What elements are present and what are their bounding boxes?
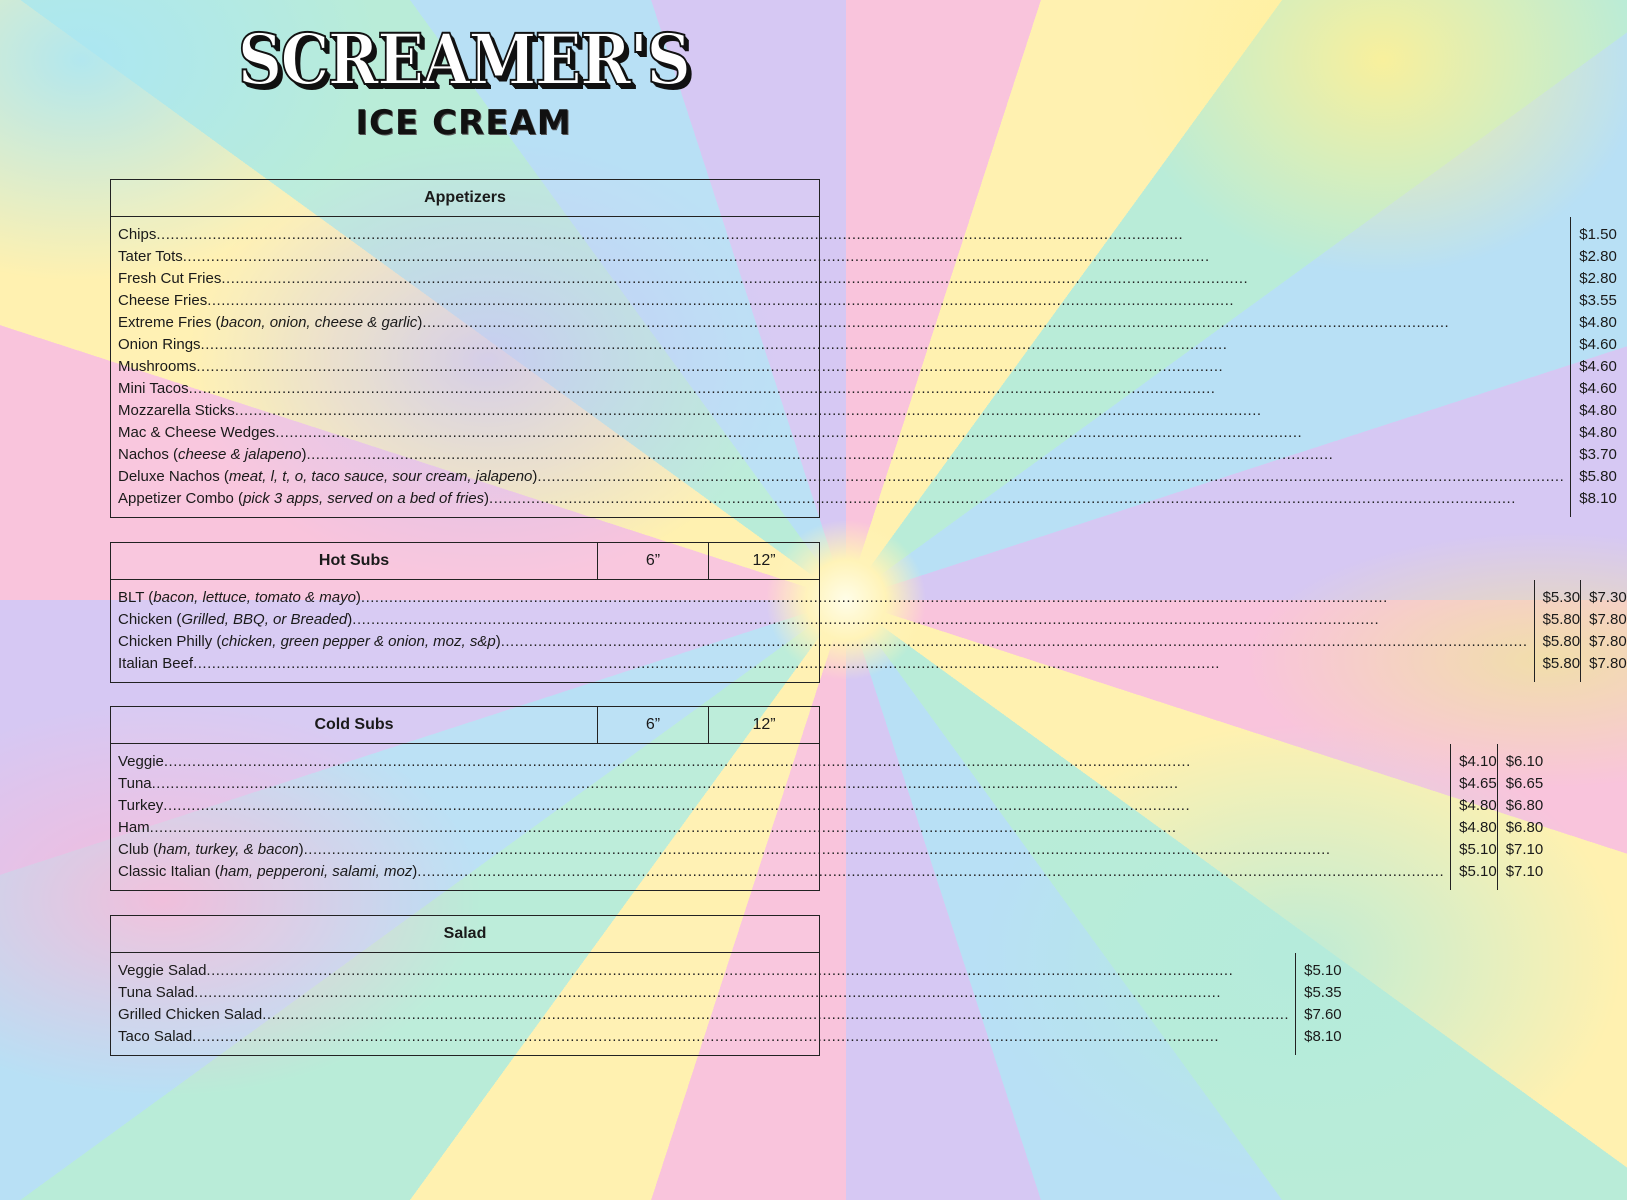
menu-item-row: [118, 422, 1570, 444]
menu-item-label: Chips: [118, 226, 157, 243]
menu-item-name: [118, 1004, 262, 1026]
cold-subs-price-6-column: [1450, 744, 1497, 890]
menu-item-row: [118, 982, 1295, 1004]
leader-dots: ............................................................................................................................................................................................................................: [303, 841, 1331, 858]
appetizers-item-list: [111, 217, 1570, 517]
menu-item-price: $5.30: [1542, 589, 1581, 606]
menu-item-label: Turkey: [118, 797, 164, 814]
menu-item-name: Classic Italian (ham, pepperoni, salami, moz): [118, 863, 418, 880]
leader-dots: ............................................................................................................................................................................................................................: [360, 589, 1388, 606]
menu-item-label: Onion Rings: [118, 336, 201, 353]
leader-dots: ............................................................................................................................................................................................................................: [188, 380, 1216, 397]
leader-dots: ............................................................................................................................................................................................................................: [306, 446, 1334, 463]
leader-dots: ............................................................................................................................................................................................................................: [193, 655, 1220, 672]
menu-item-price: $4.60: [1579, 336, 1617, 353]
leader-dots: ............................................................................................................................................................................................................................: [500, 633, 1528, 650]
hot-subs-title: Hot Subs: [318, 552, 390, 569]
menu-item-row: [118, 817, 1450, 839]
appetizers-price-column: [1570, 217, 1617, 517]
menu-item-row: [118, 290, 1570, 312]
menu-item-name: Appetizer Combo (pick 3 apps, served on a bed of fries): [118, 490, 490, 507]
menu-item-row: [118, 378, 1570, 400]
menu-item-row: [118, 1004, 1295, 1026]
menu-item-name: [118, 795, 163, 817]
menu-item-price: $1.50: [1579, 226, 1617, 243]
cold-subs-item-list: [111, 744, 1450, 890]
menu-item-description: ham, turkey, & bacon: [158, 841, 299, 858]
menu-item-label: Club (: [118, 841, 159, 858]
menu-item-label: Mac & Cheese Wedges: [118, 424, 276, 441]
menu-item-row: [118, 839, 1450, 861]
menu-item-row: [118, 488, 1570, 510]
menu-item-price: $5.35: [1304, 984, 1342, 1001]
leader-dots: ............................................................................................................................................................................................................................: [275, 424, 1303, 441]
menu-item-label: Tuna Salad: [118, 984, 195, 1001]
leader-dots: ............................................................................................................................................................................................................................: [489, 490, 1516, 507]
menu-item-label: Nachos (: [118, 446, 179, 463]
salad-item-list: [111, 953, 1295, 1055]
menu-item-price: $7.10: [1505, 863, 1544, 880]
menu-item-price: $7.30: [1589, 589, 1627, 606]
appetizers-title: Appetizers: [424, 189, 506, 206]
cold-subs-section: [110, 706, 1544, 891]
menu-item-name: Nachos (cheese & jalapeno): [118, 446, 307, 463]
leader-dots: ............................................................................................................................................................................................................................: [196, 358, 1224, 375]
menu-item-price: $7.10: [1505, 841, 1544, 858]
menu-item-label: Cheese Fries: [118, 292, 208, 309]
menu-item-price: $7.80: [1589, 611, 1627, 628]
menu-item-label: Deluxe Nachos (: [118, 468, 229, 485]
menu-item-price: $4.80: [1459, 819, 1497, 836]
menu-item-price: $5.80: [1542, 633, 1581, 650]
menu-item-label: Italian Beef: [118, 655, 194, 672]
hot-subs-price-12-column: [1580, 580, 1627, 682]
menu-item-row: [118, 960, 1295, 982]
salad-section: [110, 915, 1342, 1056]
menu-item-price: $5.10: [1459, 841, 1497, 858]
hot-subs-price-6-column: [1534, 580, 1581, 682]
menu-item-price: $4.65: [1459, 775, 1497, 792]
cold-subs-size-12: 12”: [708, 707, 819, 743]
menu-item-name: [118, 751, 164, 773]
menu-item-name: [118, 290, 207, 312]
menu-item-description: bacon, lettuce, tomato & mayo: [153, 589, 356, 606]
menu-item-name: [118, 246, 183, 268]
hot-subs-size-12: 12”: [708, 543, 819, 579]
leader-dots: ............................................................................................................................................................................................................................: [151, 775, 1179, 792]
leader-dots: ............................................................................................................................................................................................................................: [156, 226, 1184, 243]
menu-item-label: Ham: [118, 819, 150, 836]
menu-item-price: $2.80: [1579, 248, 1617, 265]
menu-item-price: $7.80: [1589, 655, 1627, 672]
hot-subs-section: [110, 542, 1627, 683]
menu-item-price: $4.80: [1579, 314, 1617, 331]
menu-item-row: [118, 795, 1450, 817]
menu-item-name: [118, 400, 235, 422]
menu-item-price: $4.10: [1459, 753, 1497, 770]
logo: [0, 18, 927, 143]
leader-dots: ............................................................................................................................................................................................................................: [234, 402, 1262, 419]
menu-item-description: chicken, green pepper & onion, moz, s&p: [221, 633, 496, 650]
menu-item-price: $5.80: [1542, 611, 1581, 628]
menu-item-price: $5.10: [1304, 962, 1342, 979]
menu-item-price: $7.60: [1304, 1006, 1342, 1023]
menu-item-price: $4.80: [1579, 402, 1617, 419]
menu-item-name: [118, 334, 201, 356]
menu-item-label: Taco Salad: [118, 1028, 193, 1045]
menu-item-price: $7.80: [1589, 633, 1627, 650]
menu-item-name: Extreme Fries (bacon, onion, cheese & garlic): [118, 314, 423, 331]
menu-item-price: $2.80: [1579, 270, 1617, 287]
menu-item-row: [118, 587, 1534, 609]
leader-dots: ............................................................................................................................................................................................................................: [200, 336, 1228, 353]
menu-item-label: Veggie Salad: [118, 962, 207, 979]
hot-subs-header: [111, 543, 819, 580]
logo-title: SCREAMER'S: [237, 18, 690, 101]
leader-dots: ............................................................................................................................................................................................................................: [537, 468, 1565, 485]
menu-item-price: $4.60: [1579, 358, 1617, 375]
menu-item-price: $4.80: [1579, 424, 1617, 441]
menu-item-label: Extreme Fries (: [118, 314, 221, 331]
leader-dots: ............................................................................................................................................................................................................................: [206, 962, 1234, 979]
menu-item-description: Grilled, BBQ, or Breaded: [181, 611, 348, 628]
menu-item-price: $5.80: [1579, 468, 1617, 485]
menu-item-row: [118, 751, 1450, 773]
menu-item-price: $4.80: [1459, 797, 1497, 814]
salad-title: Salad: [443, 925, 487, 942]
menu-item-row: [118, 1026, 1295, 1048]
menu-item-row: [118, 268, 1570, 290]
menu-item-row: [118, 444, 1570, 466]
leader-dots: ............................................................................................................................................................................................................................: [194, 984, 1222, 1001]
menu-item-row: [118, 653, 1534, 675]
menu-item-description: ham, pepperoni, salami, moz: [219, 863, 413, 880]
cold-subs-header: [111, 707, 819, 744]
menu-item-row: [118, 773, 1450, 795]
menu-item-name: [118, 773, 152, 795]
leader-dots: ............................................................................................................................................................................................................................: [182, 248, 1210, 265]
menu-item-price: $5.10: [1459, 863, 1497, 880]
menu-item-price: $6.80: [1505, 819, 1544, 836]
menu-item-label: Mushrooms: [118, 358, 197, 375]
menu-item-description: pick 3 apps, served on a bed of fries: [243, 490, 485, 507]
menu-item-label: Grilled Chicken Salad: [118, 1006, 263, 1023]
menu-item-row: [118, 356, 1570, 378]
cold-subs-size-6: 6”: [597, 707, 708, 743]
menu-item-row: [118, 400, 1570, 422]
menu-item-name: BLT (bacon, lettuce, tomato & mayo): [118, 589, 361, 606]
leader-dots: ............................................................................................................................................................................................................................: [417, 863, 1445, 880]
menu-item-name: [118, 982, 194, 1004]
menu-item-row: [118, 609, 1534, 631]
menu-item-price: $6.65: [1505, 775, 1544, 792]
menu-item-name: [118, 422, 275, 444]
leader-dots: ............................................................................................................................................................................................................................: [221, 270, 1249, 287]
menu-item-row: [118, 312, 1570, 334]
menu-item-price: $6.80: [1505, 797, 1544, 814]
menu-item-label: Veggie: [118, 753, 164, 770]
menu-item-name: [118, 224, 156, 246]
menu-item-price: $8.10: [1304, 1028, 1342, 1045]
menu-item-label: Mozzarella Sticks: [118, 402, 235, 419]
menu-item-row: [118, 334, 1570, 356]
menu-item-label: Fresh Cut Fries: [118, 270, 222, 287]
leader-dots: ............................................................................................................................................................................................................................: [163, 753, 1191, 770]
salad-price-column: [1295, 953, 1342, 1055]
menu-item-row: [118, 631, 1534, 653]
menu-item-description: meat, l, t, o, taco sauce, sour cream, jalapeno: [228, 468, 533, 485]
menu-item-price: $5.80: [1542, 655, 1581, 672]
salad-header: [111, 916, 819, 953]
menu-item-name: [118, 1026, 192, 1048]
menu-item-row: [118, 224, 1570, 246]
leader-dots: ............................................................................................................................................................................................................................: [207, 292, 1235, 309]
menu-item-name: [118, 378, 189, 400]
menu-item-description: cheese & jalapeno: [178, 446, 302, 463]
appetizers-section: [110, 179, 1617, 518]
leader-dots: ............................................................................................................................................................................................................................: [422, 314, 1450, 331]
menu-item-label: Appetizer Combo (: [118, 490, 244, 507]
leader-dots: ............................................................................................................................................................................................................................: [192, 1028, 1220, 1045]
leader-dots: ............................................................................................................................................................................................................................: [352, 611, 1380, 628]
menu-item-label: Chicken Philly (: [118, 633, 222, 650]
menu-item-label: Tuna: [118, 775, 152, 792]
menu-item-name: [118, 817, 150, 839]
menu-item-price: $4.60: [1579, 380, 1617, 397]
menu-item-price: $8.10: [1579, 490, 1617, 507]
menu-item-name: [118, 653, 193, 675]
leader-dots: ............................................................................................................................................................................................................................: [262, 1006, 1290, 1023]
menu-item-name: Club (ham, turkey, & bacon): [118, 841, 304, 858]
leader-dots: ............................................................................................................................................................................................................................: [163, 797, 1191, 814]
menu-item-name: [118, 268, 221, 290]
menu-item-description: bacon, onion, cheese & garlic: [220, 314, 418, 331]
leader-dots: ............................................................................................................................................................................................................................: [149, 819, 1177, 836]
logo-subtitle: ICE CREAM: [355, 103, 572, 143]
hot-subs-size-6: 6”: [597, 543, 708, 579]
appetizers-header: [111, 180, 819, 217]
menu-item-price: $3.70: [1579, 446, 1617, 463]
menu-item-price: $3.55: [1579, 292, 1617, 309]
menu-item-name: [118, 960, 206, 982]
menu-item-name: Chicken (Grilled, BBQ, or Breaded): [118, 611, 353, 628]
menu-item-row: [118, 466, 1570, 488]
menu-item-label: Classic Italian (: [118, 863, 220, 880]
menu-item-row: [118, 861, 1450, 883]
menu-item-label: Chicken (: [118, 611, 182, 628]
menu-item-label: Tater Tots: [118, 248, 183, 265]
menu-item-label: Mini Tacos: [118, 380, 189, 397]
menu-item-label: BLT (: [118, 589, 154, 606]
cold-subs-title: Cold Subs: [314, 716, 394, 733]
menu-item-name: Deluxe Nachos (meat, l, t, o, taco sauce, sour cream, jalapeno): [118, 468, 538, 485]
menu-item-name: Chicken Philly (chicken, green pepper & onion, moz, s&p): [118, 633, 501, 650]
menu-item-name: [118, 356, 196, 378]
hot-subs-item-list: [111, 580, 1534, 682]
cold-subs-price-12-column: [1497, 744, 1544, 890]
menu-item-price: $6.10: [1505, 753, 1544, 770]
menu-item-row: [118, 246, 1570, 268]
